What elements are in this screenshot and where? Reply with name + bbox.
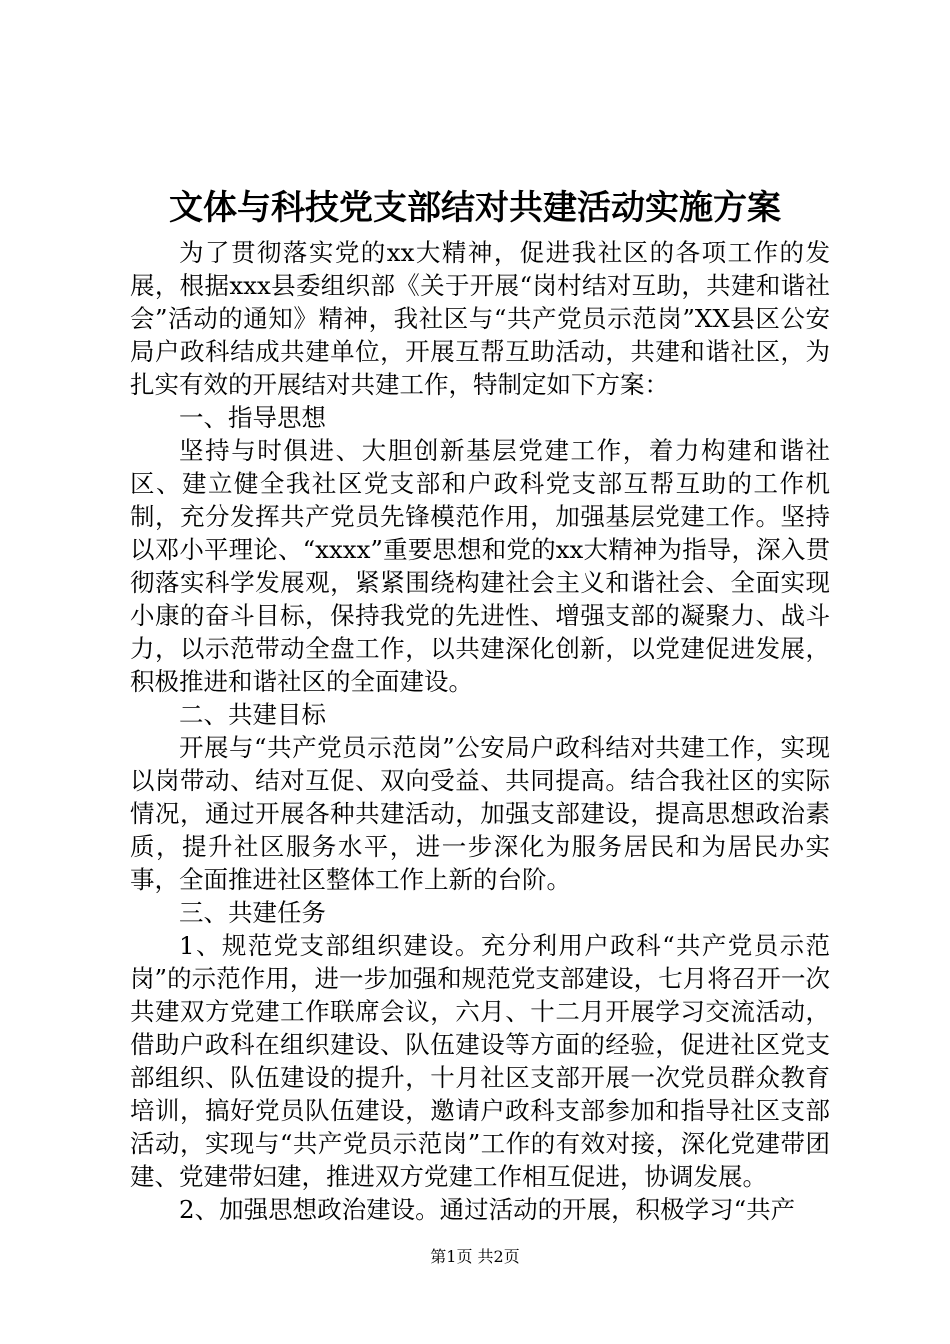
task-2-paragraph: 2、加强思想政治建设。通过活动的开展，积极学习“共产 [179,1195,796,1224]
document-title: 文体与科技党支部结对共建活动实施方案 [169,188,781,228]
section-heading-goals: 二、共建目标 [179,700,326,729]
task-1-paragraph: 1、规范党支部组织建设。充分利用户政科“共产党员示范岗”的示范作用，进一步加强和规范党支部建设，七月将召开一次共建双方党建工作联席会议，六月、十二月开展学习交流活动，借助户政科在组织建设、队伍建设等方面的经验，促进社区党支部组织、队伍建设的提升，十月社区支部开展一次党员群众教育培训，搞好党员队伍建设，邀请户政科支部参加和指导社区支部活动，实现与“共产党员示范岗”工作的有效对接，深化党建带团建、党建带妇建，推进双方党建工作相互促进，协调发展。 [130,931,830,1191]
page-number-footer: 第1页 共2页 [430,1247,520,1266]
document-body [130,236,830,1226]
section-heading-tasks: 三、共建任务 [179,898,326,927]
section-heading-guiding-ideology: 一、指导思想 [179,403,326,432]
intro-paragraph: 为了贯彻落实党的xx大精神，促进我社区的各项工作的发展，根据xxx县委组织部《关于开展“岗村结对互助，共建和谐社会”活动的通知》精神，我社区与“共产党员示范岗”XX县区公安局户政科结成共建单位，开展互帮互助活动，共建和谐社区，为扎实有效的开展结对共建工作，特制定如下方案： [130,238,830,399]
goals-paragraph: 开展与“共产党员示范岗”公安局户政科结对共建工作，实现以岗带动、结对互促、双向受益、共同提高。结合我社区的实际情况，通过开展各种共建活动，加强支部建设，提高思想政治素质，提升社区服务水平，进一步深化为服务居民和为居民办实事，全面推进社区整体工作上新的台阶。 [130,733,830,894]
guiding-ideology-paragraph: 坚持与时俱进、大胆创新基层党建工作，着力构建和谐社区、建立健全我社区党支部和户政科党支部互帮互助的工作机制，充分发挥共产党员先锋模范作用，加强基层党建工作。坚持以邓小平理论、“xxxx”重要思想和党的xx大精神为指导，深入贯彻落实科学发展观，紧紧围绕构建社会主义和谐社会、全面实现小康的奋斗目标，保持我党的先进性、增强支部的凝聚力、战斗力，以示范带动全盘工作，以共建深化创新，以党建促进发展，积极推进和谐社区的全面建设。 [130,436,830,696]
